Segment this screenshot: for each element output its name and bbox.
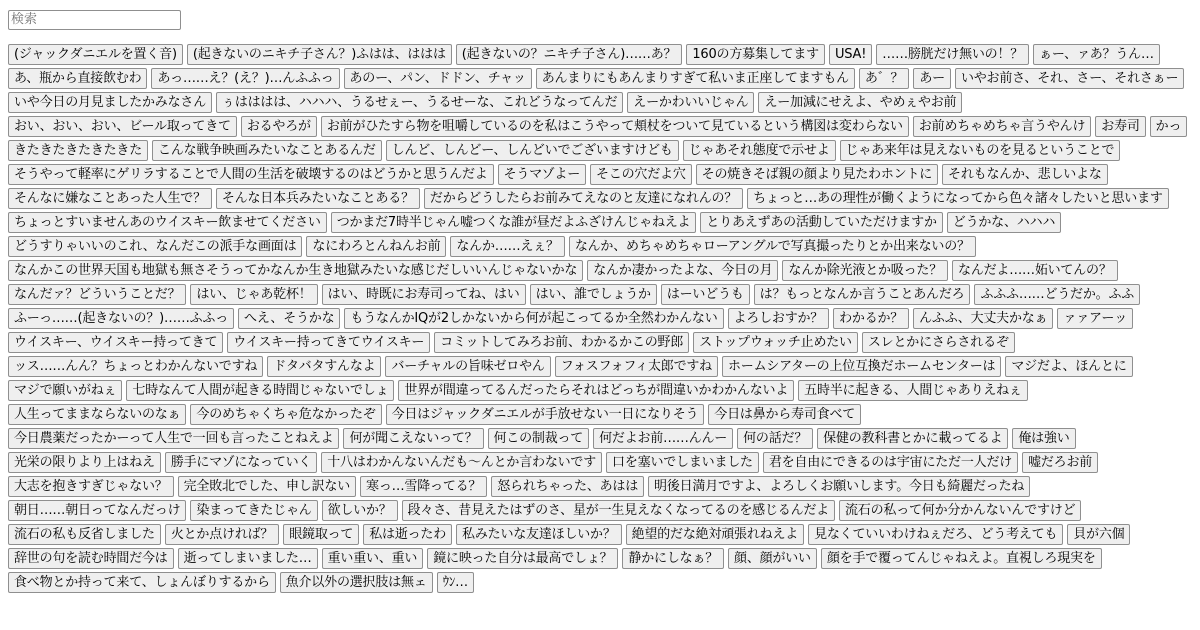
- sound-button[interactable]: かっ: [1150, 116, 1188, 137]
- sound-button[interactable]: そうやって軽率にゲリラすることで人間の生活を破壊するのはどうかと思うんだよ: [8, 164, 494, 185]
- sound-button[interactable]: なんだよ……妬いてんの？: [952, 260, 1118, 281]
- sound-button[interactable]: (起きないのニキチ子さん？)ふはは、ははは: [187, 44, 452, 65]
- sound-button[interactable]: なんか除光液とか吸った？: [782, 260, 948, 281]
- sound-button[interactable]: わかるか？: [833, 308, 909, 329]
- sound-button[interactable]: ウイスキー、ウイスキー持ってきて: [8, 332, 223, 353]
- sound-button[interactable]: そんなに嫌なことあった人生で？: [8, 188, 212, 209]
- sound-button[interactable]: へえ、そうかな: [238, 308, 340, 329]
- sound-button[interactable]: スレとかにさらされるぞ: [862, 332, 1015, 353]
- sound-button[interactable]: おい、おい、おい、ビール取ってきて: [8, 116, 237, 137]
- sound-button[interactable]: はい、誰でしょうか: [530, 284, 657, 305]
- sound-button[interactable]: よろしおすか？: [728, 308, 830, 329]
- sound-button[interactable]: 何の話だ？: [737, 428, 813, 449]
- sound-button[interactable]: あー: [913, 68, 951, 89]
- sound-button[interactable]: ｳﾝ…: [437, 572, 474, 593]
- sound-button[interactable]: バーチャルの旨味ゼロやん: [385, 356, 550, 377]
- sound-button[interactable]: 私は逝ったわ: [363, 524, 452, 545]
- sound-button[interactable]: あっ……え？(え？)…んふふっ: [151, 68, 339, 89]
- sound-button[interactable]: きたきたきたきたきた: [8, 140, 148, 161]
- sound-button[interactable]: 食べ物とか持って来て、しょんぼりするから: [8, 572, 276, 593]
- sound-button[interactable]: 顔を手で覆ってんじゃねえよ。直視しろ現実を: [821, 548, 1102, 569]
- sound-button[interactable]: はい、じゃあ乾杯！: [190, 284, 317, 305]
- sound-button[interactable]: 逝ってしまいました…: [178, 548, 318, 569]
- sound-button[interactable]: 今日農薬だったかーって人生で一回も言ったことねえよ: [8, 428, 339, 449]
- sound-button[interactable]: 大志を抱きすぎじゃない？: [8, 476, 174, 497]
- search-input[interactable]: [8, 10, 181, 30]
- sound-button[interactable]: とりあえずあの活動していただけますか: [700, 212, 942, 233]
- sound-button[interactable]: あ、瓶から直接飲むわ: [8, 68, 147, 89]
- sound-button[interactable]: 今のめちゃくちゃ危なかったぞ: [190, 404, 381, 425]
- sound-button[interactable]: 眼鏡取って: [283, 524, 359, 545]
- sound-button[interactable]: どうすりゃいいのこれ、なんだこの派手な画面は: [8, 236, 302, 257]
- search-container: [8, 8, 181, 30]
- sound-button[interactable]: ふーっ……(起きないの？)……ふふっ: [8, 308, 234, 329]
- sound-button[interactable]: 君を自由にできるのは宇宙にただ一人だけ: [763, 452, 1018, 473]
- sound-button[interactable]: なんか凄かったよな、今日の月: [587, 260, 778, 281]
- sound-button[interactable]: ウイスキー持ってきてウイスキー: [227, 332, 430, 353]
- sound-button[interactable]: 何この制裁って: [488, 428, 590, 449]
- sound-button[interactable]: 何が聞こえないって？: [343, 428, 483, 449]
- sound-button[interactable]: そこの穴だよ穴: [590, 164, 692, 185]
- sound-button[interactable]: ストップウォッチ止めたい: [693, 332, 858, 353]
- sound-button[interactable]: 顔、顔がいい: [728, 548, 817, 569]
- sound-button[interactable]: 寒っ…雪降ってる？: [360, 476, 487, 497]
- sound-button[interactable]: なんか、めちゃめちゃローアングルで写真撮ったりとか出来ないの？: [569, 236, 976, 257]
- sound-button[interactable]: なにわろとんねんお前: [306, 236, 446, 257]
- sound-button[interactable]: いや今日の月見ましたかみなさん: [8, 92, 212, 113]
- sound-button[interactable]: もうなんかIQが2しかないから何が起こってるか全然わかんない: [344, 308, 723, 329]
- sound-button[interactable]: なんだァ？どういうことだ？: [8, 284, 186, 305]
- sound-button[interactable]: 染まってきたじゃん: [190, 500, 317, 521]
- sound-button[interactable]: 保健の教科書とかに載ってるよ: [817, 428, 1008, 449]
- sound-button[interactable]: 朝日……朝日ってなんだっけ: [8, 500, 186, 521]
- sound-button[interactable]: 怒られちゃった、あはは: [491, 476, 644, 497]
- sound-button[interactable]: 五時半に起きる、人間じゃありえねぇ: [798, 380, 1028, 401]
- sound-button[interactable]: (ジャックダニエルを置く音): [8, 44, 183, 65]
- sound-button[interactable]: はーいどうも: [661, 284, 750, 305]
- sound-button[interactable]: 絶望的だな絶対頑張れねえよ: [626, 524, 804, 545]
- sound-button[interactable]: 今日は鼻から寿司食べて: [708, 404, 861, 425]
- sound-button[interactable]: 光栄の限りより上はねえ: [8, 452, 161, 473]
- sound-button[interactable]: 今日はジャックダニエルが手放せない一日になりそう: [386, 404, 705, 425]
- sound-button[interactable]: えー加減にせえよ、やめぇやお前: [758, 92, 962, 113]
- sound-button[interactable]: ぅはははは、ハハハ、うるせぇー、うるせーな、これどうなってんだ: [216, 92, 623, 113]
- sound-button[interactable]: ァァアーッ: [1057, 308, 1133, 329]
- sound-button[interactable]: ふふふ……どうだか。ふふ: [974, 284, 1140, 305]
- sound-button[interactable]: 完全敗北でした、申し訳ない: [178, 476, 356, 497]
- sound-button[interactable]: ッス……んん？ちょっとわかんないですね: [8, 356, 263, 377]
- sound-button[interactable]: その焼きそば親の顔より見たわホントに: [696, 164, 938, 185]
- sound-button[interactable]: 貝が六個: [1067, 524, 1130, 545]
- sound-button[interactable]: だからどうしたらお前みてえなのと友達になれんの？: [424, 188, 743, 209]
- sound-button[interactable]: あ゛？: [859, 68, 909, 89]
- sound-button[interactable]: はい、時既にお寿司ってね、はい: [322, 284, 526, 305]
- sound-button[interactable]: は？もっとなんか言うことあんだろ: [754, 284, 971, 305]
- sound-button[interactable]: 重い重い、重い: [322, 548, 424, 569]
- sound-button[interactable]: 辞世の句を読む時間だ今は: [8, 548, 174, 569]
- sound-button[interactable]: 見なくていいわけねぇだろ、どう考えても: [808, 524, 1063, 545]
- sound-button[interactable]: じゃあ来年は見えないものを見るということで: [840, 140, 1121, 161]
- sound-button[interactable]: (起きないの？ニキチ子さん)……あ？: [456, 44, 683, 65]
- sound-button[interactable]: ……膀胱だけ無いの！？: [876, 44, 1029, 65]
- sound-button[interactable]: 私みたいな友達ほしいか？: [456, 524, 622, 545]
- sound-button-list: [8, 44, 1198, 596]
- sound-button[interactable]: ちょっと…あの理性が働くようになってから色々諸々したいと思います: [747, 188, 1169, 209]
- sound-button[interactable]: 嘘だろお前: [1022, 452, 1098, 473]
- sound-button[interactable]: しんど、しんどー、しんどいでございますけども: [386, 140, 679, 161]
- sound-button[interactable]: おるやろが: [241, 116, 317, 137]
- sound-button[interactable]: マジで願いがねぇ: [8, 380, 122, 401]
- sound-button[interactable]: ちょっとすいませんあのウイスキー飲ませてください: [8, 212, 327, 233]
- sound-button[interactable]: ホームシアターの上位互換だホームセンターは: [722, 356, 1001, 377]
- sound-button[interactable]: そんな日本兵みたいなことある？: [216, 188, 420, 209]
- sound-button[interactable]: なんか……えぇ？: [450, 236, 564, 257]
- sound-button[interactable]: 段々さ、昔見えたはずのさ、星が一生見えなくなってるのを感じるんだよ: [402, 500, 835, 521]
- sound-button[interactable]: 火とか点ければ？: [165, 524, 279, 545]
- sound-button[interactable]: 口を塞いでしまいました: [606, 452, 759, 473]
- sound-button[interactable]: 魚介以外の選択肢は無ェ: [280, 572, 433, 593]
- sound-button[interactable]: それもなんか、悲しいよな: [942, 164, 1108, 185]
- sound-button[interactable]: 明後日満月ですよ、よろしくお願いします。今日も綺麗だったね: [648, 476, 1030, 497]
- sound-button[interactable]: つかまだ7時半じゃん嘘つくな誰が昼だよふざけんじゃねえよ: [331, 212, 697, 233]
- sound-button[interactable]: じゃあそれ態度で示せよ: [683, 140, 836, 161]
- sound-button[interactable]: 160の方募集してます: [686, 44, 825, 65]
- sound-button[interactable]: そうマゾよー: [498, 164, 586, 185]
- sound-button[interactable]: お寿司: [1095, 116, 1145, 137]
- sound-button[interactable]: んふふ、大丈夫かなぁ: [913, 308, 1053, 329]
- sound-button[interactable]: 七時なんて人間が起きる時間じゃないでしょ: [126, 380, 394, 401]
- sound-button[interactable]: 欲しいか？: [322, 500, 398, 521]
- sound-button[interactable]: あんまりにもあんまりすぎて私いま正座してますもん: [536, 68, 855, 89]
- sound-button[interactable]: こんな戦争映画みたいなことあるんだ: [152, 140, 382, 161]
- sound-button[interactable]: どうかな、ハハハ: [947, 212, 1061, 233]
- sound-button[interactable]: ぁー、ァあ？うん…: [1033, 44, 1160, 65]
- sound-button[interactable]: 俺は強い: [1012, 428, 1075, 449]
- sound-button[interactable]: いやお前さ、それ、さー、それさぁー: [955, 68, 1184, 89]
- sound-button[interactable]: 人生ってままならないのなぁ: [8, 404, 186, 425]
- sound-button[interactable]: なんかこの世界天国も地獄も無さそうってかなんか生き地獄みたいな感じだしいいんじゃないかな: [8, 260, 583, 281]
- sound-button[interactable]: マジだよ、ほんとに: [1005, 356, 1132, 377]
- sound-button[interactable]: えーかわいいじゃん: [627, 92, 754, 113]
- sound-button[interactable]: お前めちゃめちゃ言うやんけ: [913, 116, 1091, 137]
- sound-button[interactable]: あのー、パン、ドドン、チャッ: [344, 68, 532, 89]
- sound-button[interactable]: 鏡に映った自分は最高でしょ？: [427, 548, 618, 569]
- sound-button[interactable]: フォスフォフィ太郎ですね: [555, 356, 718, 377]
- sound-button[interactable]: 流石の私も反省しました: [8, 524, 161, 545]
- sound-button[interactable]: コミットしてみろお前、わかるかこの野郎: [434, 332, 689, 353]
- sound-button[interactable]: お前がひたすら物を咀嚼しているのを私はこうやって頬杖をついて見ているという構図は変わらない: [321, 116, 909, 137]
- sound-button[interactable]: 流石の私って何か分かんないんですけど: [839, 500, 1081, 521]
- sound-button[interactable]: 勝手にマゾになっていく: [165, 452, 317, 473]
- sound-button[interactable]: 静かにしなぁ？: [622, 548, 724, 569]
- sound-button[interactable]: 十八はわかんないんだも〜んとか言わないです: [321, 452, 602, 473]
- sound-button[interactable]: USA!: [829, 44, 872, 65]
- sound-button[interactable]: ドタバタすんなよ: [267, 356, 381, 377]
- sound-button[interactable]: 何だよお前……んんー: [593, 428, 733, 449]
- sound-button[interactable]: 世界が間違ってるんだったらそれはどっちが間違いかわかんないよ: [398, 380, 794, 401]
